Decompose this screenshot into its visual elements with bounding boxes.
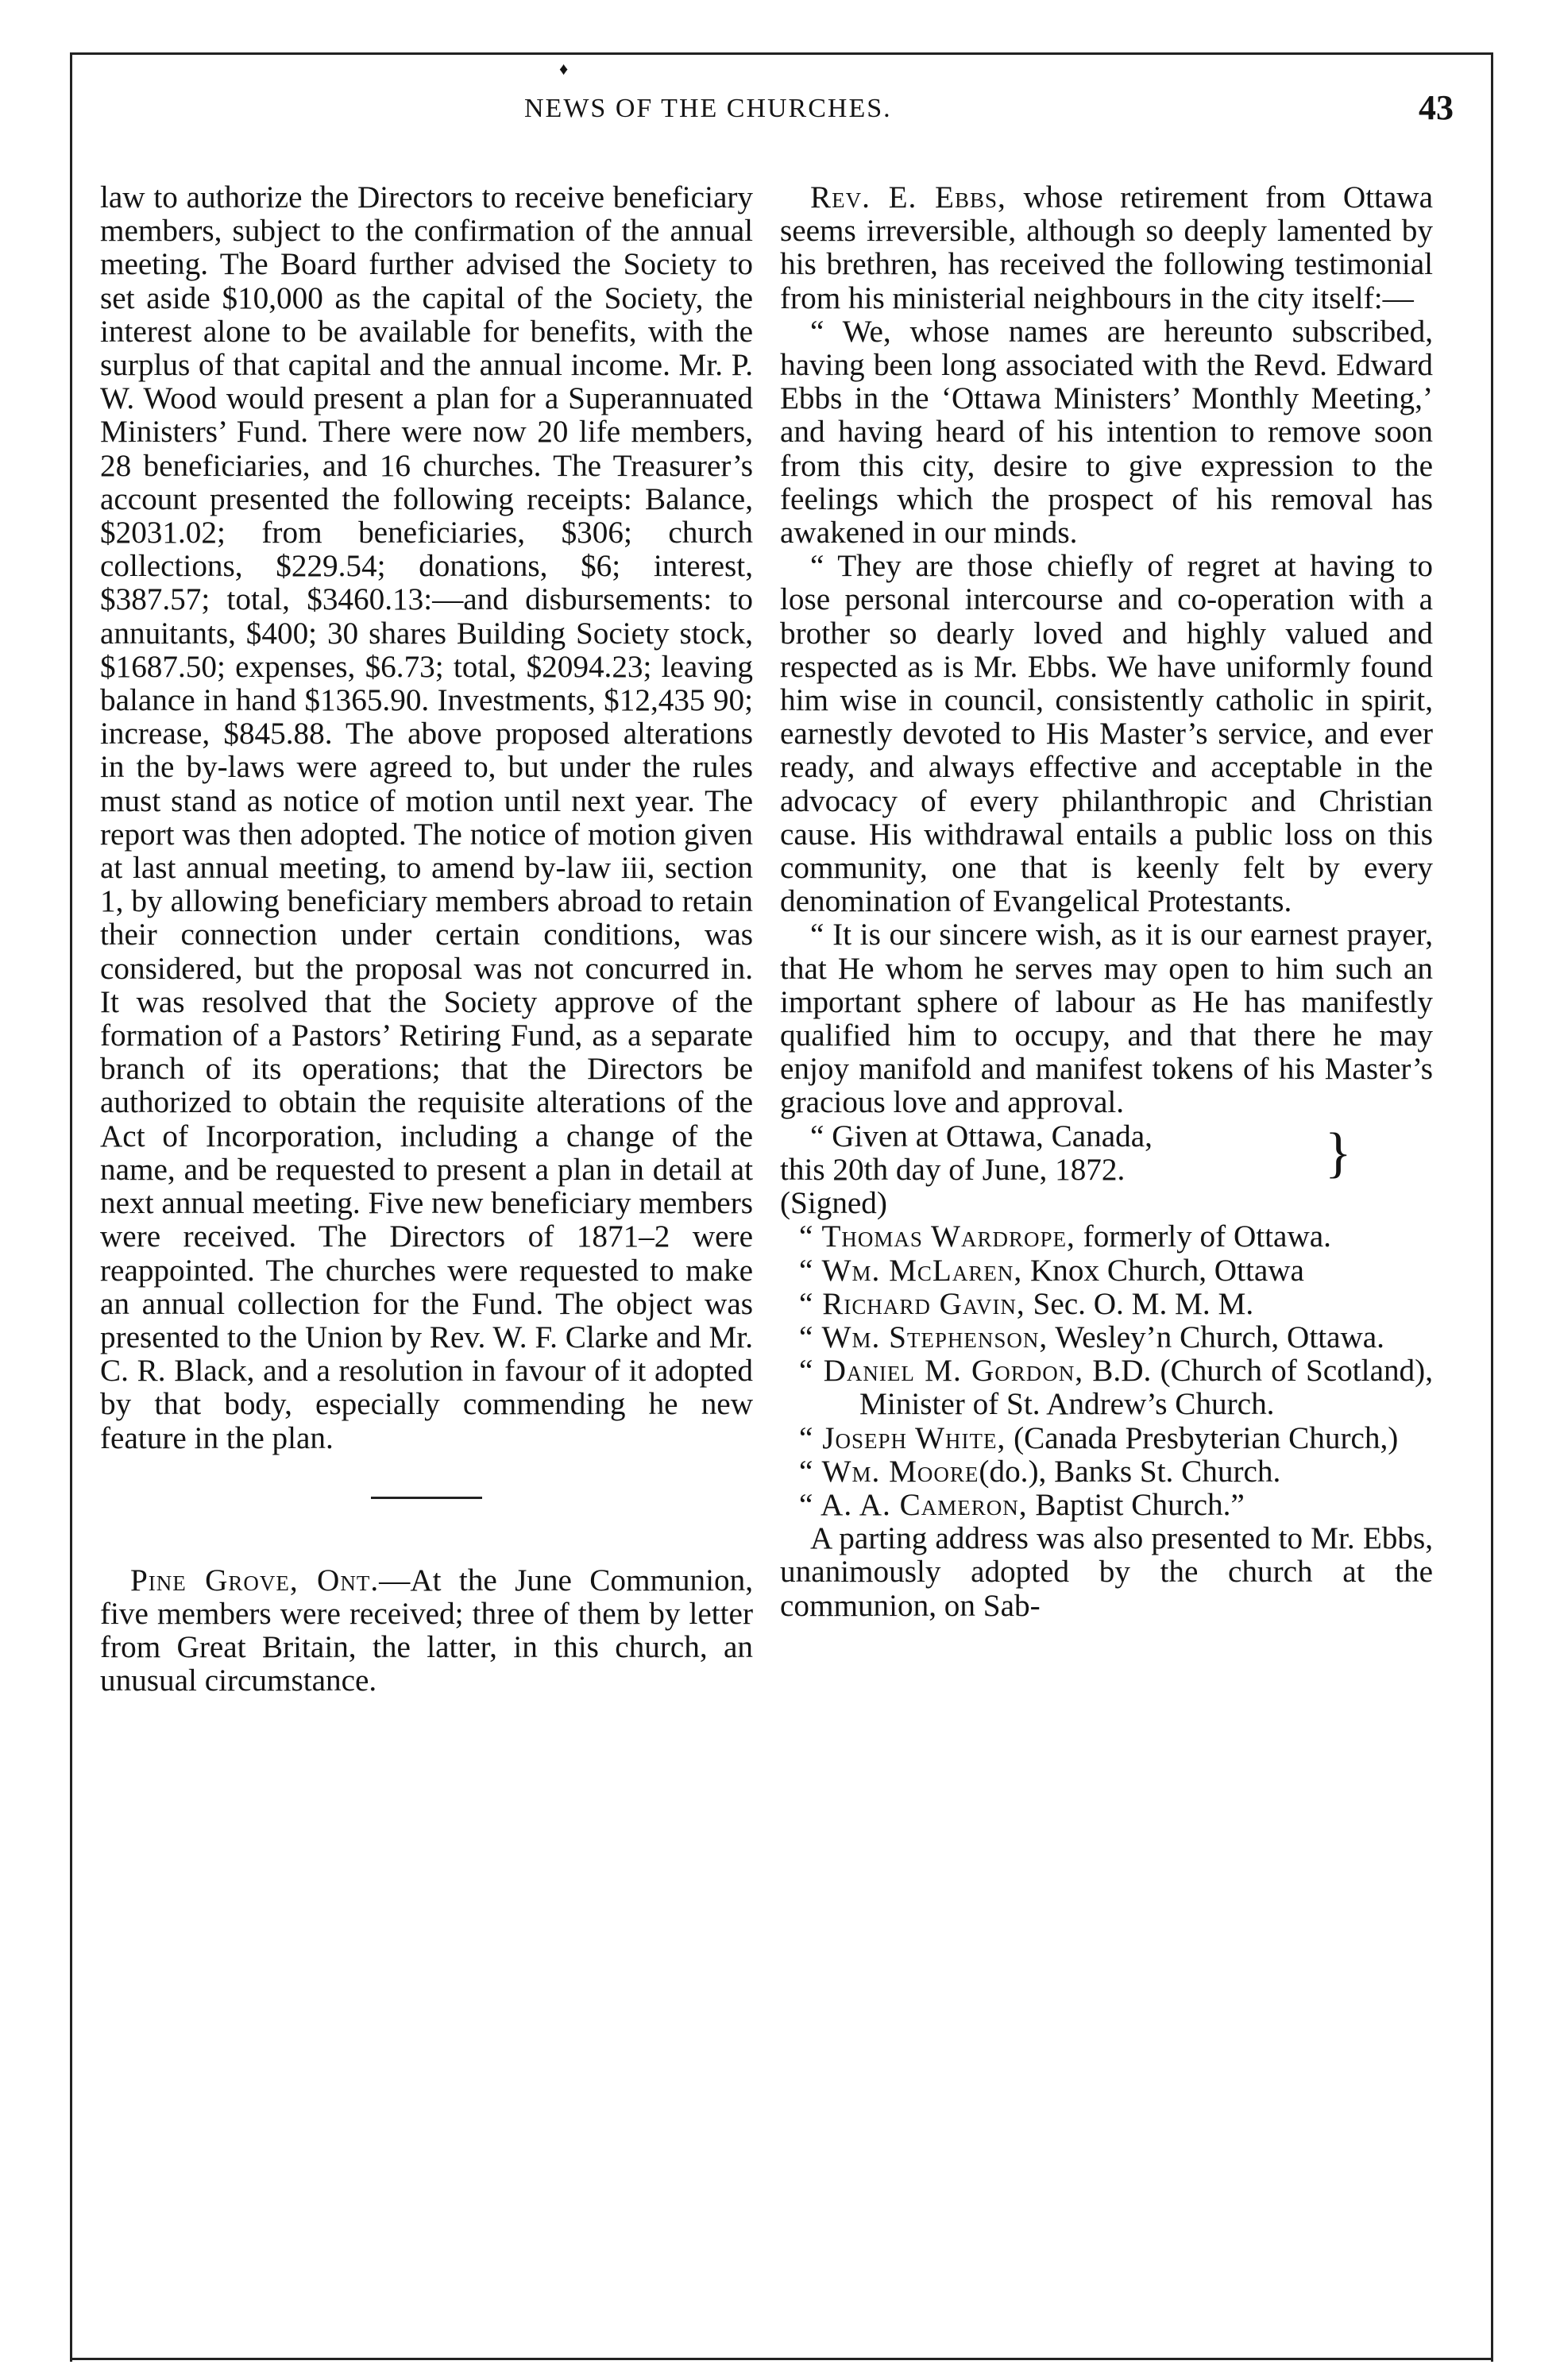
printer-ornament: ♦ xyxy=(559,59,569,79)
signatory-detail: B.D. (Church of Scotland), Minister of St. Andrew’s Church. xyxy=(859,1354,1433,1422)
left-column xyxy=(100,181,753,1698)
signatory-name: “ Joseph White, xyxy=(799,1420,1006,1455)
signatory-item xyxy=(780,1321,1433,1354)
page-number: 43 xyxy=(1419,88,1454,127)
signatory-name: “ Wm. Stephenson, xyxy=(799,1319,1048,1354)
brace-mark: } xyxy=(1325,1122,1352,1184)
signatory-item xyxy=(780,1254,1433,1288)
signatory-detail: Knox Church, Ottawa xyxy=(1022,1253,1304,1288)
ebbs-name: Rev. E. Ebbs, xyxy=(810,180,1006,214)
ebbs-intro-text: whose retirement from Ottawa seems irreversible, although so deeply lamented by his brethren, has received the following testimonial from his ministerial neighbours in the city itself:— xyxy=(780,180,1433,315)
signatory-detail: Baptist Church.” xyxy=(1027,1487,1245,1522)
signatory-name: “ A. A. Cameron, xyxy=(799,1487,1028,1522)
signatory-name: “ Thomas Wardrope, xyxy=(799,1219,1075,1254)
signatory-detail: Wesley’n Church, Ottawa. xyxy=(1048,1319,1384,1354)
pine-grove-paragraph xyxy=(100,1564,753,1698)
page-border-bottom xyxy=(70,2358,1493,2360)
testimonial-paragraph-2: “ They are those chiefly of regret at having to lose personal intercourse and co-operation with a brother so dearly loved and highly valued and respected as is Mr. Ebbs. We have uniformly found him wise in council, consistently catholic in spirit, earnestly devoted to His Master’s service, and ever ready, and always effective and acceptable in the advocacy of every philanthropic and Christian cause. His withdrawal entails a public loss on this community, one that is keenly felt by every denomination of Evangelical Protestants. xyxy=(780,549,1433,919)
signatory-item xyxy=(780,1489,1433,1522)
signatory-name: “ Richard Gavin, xyxy=(799,1286,1025,1321)
pine-grove-heading: Pine Grove, Ont. xyxy=(130,1563,380,1598)
signatory-detail: (Canada Presbyterian Church,) xyxy=(1006,1420,1399,1455)
closing-paragraph: A parting address was also presented to Mr. Ebbs, unanimously adopted by the church at the communion, on Sab- xyxy=(780,1521,1433,1623)
signatory-item xyxy=(780,1455,1433,1489)
given-line-1: “ Given at Ottawa, Canada, xyxy=(810,1119,1153,1153)
ebbs-intro-paragraph xyxy=(780,181,1433,315)
signatory-detail: Sec. O. M. M. M. xyxy=(1025,1286,1254,1321)
signatory-detail: formerly of Ottawa. xyxy=(1075,1219,1331,1254)
signatory-name: “ Daniel M. Gordon, xyxy=(799,1354,1084,1389)
signatory-item xyxy=(780,1354,1433,1421)
given-line-2: this 20th day of June, 1872. xyxy=(780,1152,1126,1187)
society-report-paragraph: law to authorize the Directors to receive beneficiary members, subject to the confirmation of the annual meeting. The Board further advised the Society to set aside $10,000 as the capital of the Society, the interest alone to be available for benefits, with the surplus of that capital and the annual income. Mr. P. W. Wood would present a plan for a Superannuated Ministers’ Fund. There were now 20 life members, 28 beneficiaries, and 16 churches. The Treasurer’s account presented the following receipts: Balance, $2031.02; from beneficiaries, $306; church collections, $229.54; donations, $6; interest, $387.57; total, $3460.13:—and disbursements: to annuitants, $400; 30 shares Building Society stock, $1687.50; expenses, $6.73; total, $2094.23; leaving balance in hand $1365.90. Investments, $12,435 90; increase, $845.88. The above proposed alterations in the by-laws were agreed to, but under the rules must stand as notice of motion until next year. The report was then adopted. The notice of motion given at last annual meeting, to amend by-law iii, section 1, by allowing beneficiary members abroad to retain their connection under certain conditions, was considered, but the proposal was not concurred in. It was resolved that the Society approve of the formation of a Pastors’ Retiring Fund, as a separate branch of its operations; that the Directors be authorized to obtain the requisite alterations of the Act of Incorporation, including a change of the name, and be requested to present a plan in detail at next annual meeting. Five new beneficiary members were received. The Directors of 1871–2 were reappointed. The churches were requested to make an annual collection for the Fund. The object was presented to the Union by Rev. W. F. Clarke and Mr. C. R. Black, and a resolution in favour of it adopted by that body, especially commending he new feature in the plan. xyxy=(100,180,753,1455)
given-at-block xyxy=(780,1120,1433,1187)
testimonial-paragraph-1: “ We, whose names are hereunto subscribed, having been long associated with the Revd. Edward Ebbs in the ‘Ottawa Ministers’ Monthly Meeting,’ and having heard of his intention to remove soon from this city, desire to give expression to the feelings which the prospect of his removal has awakened in our minds. xyxy=(780,314,1433,551)
signatory-name: “ Wm. McLaren, xyxy=(799,1253,1023,1288)
signatory-item xyxy=(780,1288,1433,1321)
signed-label: (Signed) xyxy=(780,1186,887,1221)
running-head: NEWS OF THE CHURCHES. xyxy=(524,94,892,123)
signatory-detail: (do.), Banks St. Church. xyxy=(979,1454,1281,1489)
signatory-name: “ Wm. Moore xyxy=(799,1454,979,1489)
signatory-item xyxy=(780,1220,1433,1254)
pine-grove-text: —At the June Communion, five members were received; three of them by letter from Great Britain, the latter, in this church, an unusual circumstance. xyxy=(100,1563,753,1698)
testimonial-paragraph-3: “ It is our sincere wish, as it is our earnest prayer, that He whom he serves may open to him such an important sphere of labour as He has manifestly qualified him to occupy, and that there he may enjoy manifold and manifest tokens of his Master’s gracious love and approval. xyxy=(780,918,1433,1120)
right-column xyxy=(780,181,1433,1623)
signatory-list xyxy=(780,1220,1433,1522)
section-divider xyxy=(371,1497,482,1499)
signatory-item xyxy=(780,1422,1433,1455)
